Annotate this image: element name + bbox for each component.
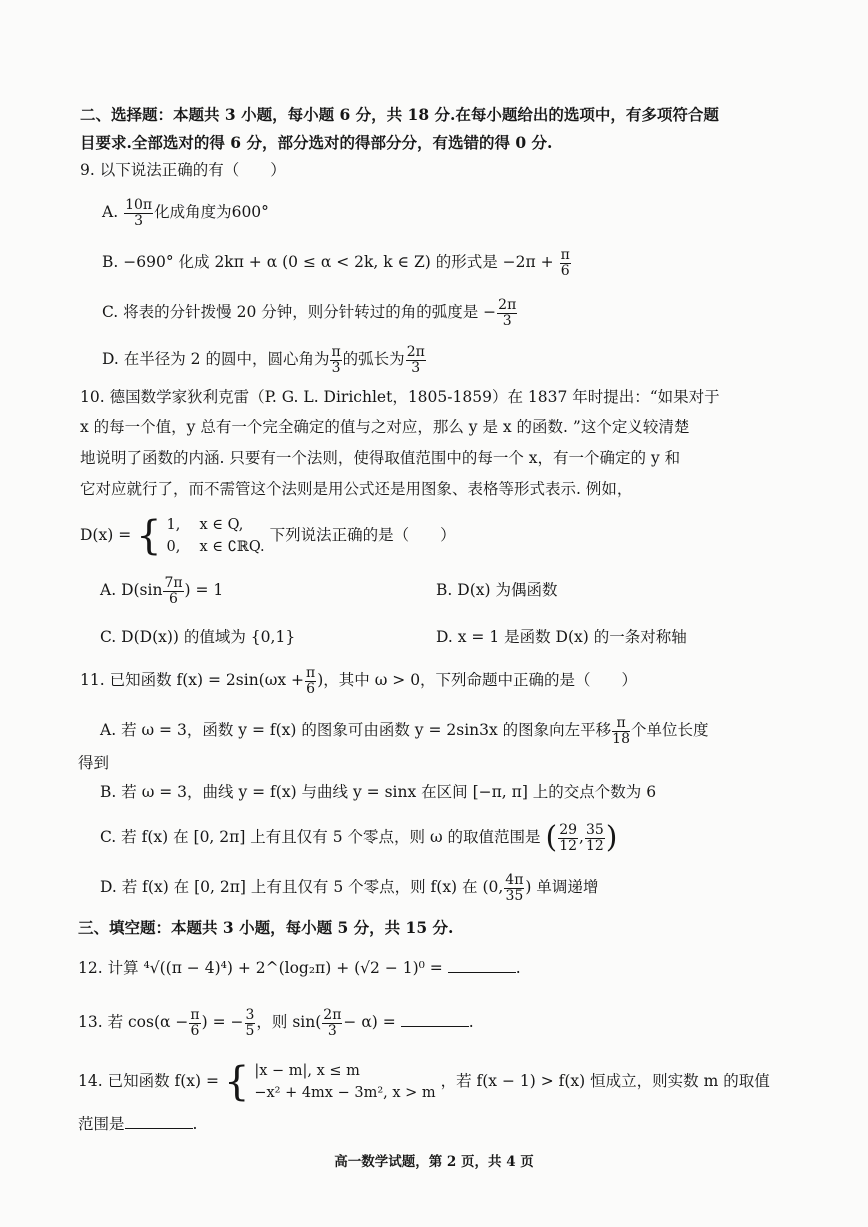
answer-blank — [401, 1010, 469, 1027]
definition-lhs: D(x) = — [80, 526, 132, 544]
q11-option-a-continued: 得到 — [78, 754, 110, 772]
q11-option-a: A. 若 ω = 3，函数 y = f(x) 的图象可由函数 y = 2sin3x 的图象向左平移 $\frac{\pi}{18}$ 个单位长度 — [100, 715, 709, 747]
page-footer: 高一数学试题，第 2 页，共 4 页 — [334, 1154, 534, 1170]
q10-option-a: A. D(sin $\frac{7\pi}{6}$ ) = 1 — [100, 575, 224, 607]
left-brace: { — [136, 513, 162, 559]
q9-option-d — [102, 345, 427, 375]
fraction: $\frac{\pi}{18}$ — [612, 715, 630, 747]
option-text: D(D(x)) 的值域为 {0,1} — [121, 628, 296, 646]
q9-option-b — [102, 248, 572, 278]
q11-option-d: D. 若 f(x) 在 [0, 2π] 上有且仅有 5 个零点，则 f(x) 在 (0, $\frac{4\pi}{35}$ ) 单调递增 — [100, 872, 599, 904]
q10-line4: 它对应就行了，而不需管这个法则是用公式还是用图象、表格等形式表示. 例如， — [80, 480, 633, 498]
q10-option-d — [436, 625, 687, 649]
option-label: C. — [100, 828, 117, 847]
q10-line1: 10. 德国数学家狄利克雷（P. G. L. Dirichlet，1805-1859）在 1837 年时提出：“如果对于 — [80, 388, 720, 406]
fraction: $\frac{2\pi}{3}$ — [323, 1007, 342, 1039]
option-label: A. — [100, 581, 117, 600]
option-text: 若 ω = 3，函数 y = f(x) 的图象可由函数 y = 2sin3x 的图象向左平移 — [121, 721, 612, 740]
option-label: A. — [100, 721, 117, 740]
q10-line2: x 的每一个值，y 总有一个完全确定的值与之对应，那么 y 是 x 的函数. ”这个定义较清楚 — [80, 418, 690, 436]
q11-option-c: C. 若 f(x) 在 [0, 2π] 上有且仅有 5 个零点，则 ω 的取值范围是 ( $\frac{29}{12}$ , $\frac{35}{12}$ ) — [100, 820, 618, 856]
fraction: $\frac{3}{5}$ — [245, 1007, 255, 1039]
option-label: B. — [102, 253, 119, 272]
fraction: $\frac{\pi}{6}$ — [306, 665, 316, 697]
fraction: $\frac{10\pi}{3}$ — [125, 197, 153, 229]
q14-continued: 范围是 . — [78, 1112, 197, 1136]
q14: 14. 已知函数 f(x) = { |x − m|, x ≤ m −x² + 4mx − 3m², x > m ，若 f(x − 1) > f(x) 恒成立，则实数 m 的取值 — [78, 1059, 770, 1105]
option-text: 若 ω = 3，曲线 y = f(x) 与曲线 y = sinx 在区间 [−π, π] 上的交点个数为 6 — [121, 783, 657, 801]
option-text: 将表的分针拨慢 20 分钟，则分针转过的角的弧度是 − — [123, 303, 497, 322]
q11-option-b — [100, 780, 656, 804]
q9-option-a — [102, 198, 269, 228]
q10-option-c — [100, 625, 295, 649]
section-header-line1: 二、选择题：本题共 3 小题，每小题 6 分，共 18 分.在每小题给出的选项中，有多项符合题 — [80, 105, 719, 124]
q10-option-b — [436, 578, 557, 602]
option-label: B. — [436, 581, 453, 599]
q10-definition — [80, 514, 456, 558]
option-text: 若 f(x) 在 [0, 2π] 上有且仅有 5 个零点，则 f(x) 在 (0, — [121, 878, 504, 897]
option-label: B. — [100, 783, 117, 801]
answer-blank — [125, 1112, 193, 1129]
option-text: 在半径为 2 的圆中，圆心角为 — [123, 350, 330, 369]
q11-stem: 11. 已知函数 f(x) = 2sin(ωx + $\frac{\pi}{6}$ )，其中 ω > 0，下列命题中正确的是（ ） — [80, 665, 638, 697]
piecewise-cases: |x − m|, x ≤ m −x² + 4mx − 3m², x > m — [254, 1063, 436, 1101]
fraction: $\frac{\pi}{6}$ — [190, 1007, 200, 1039]
option-text: D(x) 为偶函数 — [457, 581, 558, 599]
option-label: D. — [436, 628, 453, 646]
answer-blank — [448, 956, 516, 973]
q9-option-c — [102, 298, 518, 328]
option-label: D. — [100, 878, 117, 897]
section-header-line2: 目要求.全部选对的得 6 分，部分选对的得部分分，有选错的得 0 分. — [80, 133, 553, 152]
left-brace: { — [223, 1059, 250, 1105]
option-label: D. — [102, 350, 119, 369]
definition-tail: 下列说法正确的是（ ） — [269, 526, 456, 544]
option-text: 的弧长为 — [342, 350, 405, 369]
fraction: $\frac{29}{12}$ — [559, 822, 578, 854]
option-text: 若 f(x) 在 [0, 2π] 上有且仅有 5 个零点，则 ω 的取值范围是 — [121, 828, 541, 847]
fraction: $\frac{\pi}{6}$ — [560, 247, 570, 279]
option-text: 化成角度为600° — [154, 203, 269, 222]
fraction: $\frac{7\pi}{6}$ — [164, 575, 183, 607]
q13: 13. 若 cos(α − $\frac{\pi}{6}$ ) = − $\frac{3}{5}$ ，则 sin( $\frac{2\pi}{3}$ − α) = . — [78, 1007, 474, 1039]
fraction: $\frac{2\pi}{3}$ — [498, 297, 517, 329]
option-text: x = 1 是函数 D(x) 的一条对称轴 — [457, 628, 687, 646]
option-text: −690° 化成 2kπ + α (0 ≤ α < 2k, k ∈ Z) 的形式是 −2π + — [123, 253, 554, 272]
q12: 12. 计算 ⁴√((π − 4)⁴) + 2^(log₂π) + (√2 − 1)⁰ = . — [78, 956, 521, 980]
fraction: $\frac{4\pi}{35}$ — [505, 872, 524, 904]
option-label: C. — [102, 303, 119, 322]
q12-expression: 12. 计算 ⁴√((π − 4)⁴) + 2^(log₂π) + (√2 − 1)⁰ = — [78, 959, 443, 977]
piecewise-cases: 1, x ∈ Q, 0, x ∈ ∁ℝQ. — [166, 517, 265, 555]
option-label: C. — [100, 628, 117, 646]
option-label: A. — [102, 203, 119, 222]
fraction: $\frac{2\pi}{3}$ — [406, 344, 425, 376]
section3-header: 三、填空题：本题共 3 小题，每小题 5 分，共 15 分. — [78, 918, 454, 937]
q10-line3: 地说明了函数的内涵. 只要有一个法则，使得取值范围中的每一个 x，有一个确定的 y 和 — [80, 449, 681, 467]
fraction: $\frac{\pi}{3}$ — [331, 344, 341, 376]
fraction: $\frac{35}{12}$ — [585, 822, 604, 854]
q9-stem: 9. 以下说法正确的有（ ） — [80, 161, 286, 179]
